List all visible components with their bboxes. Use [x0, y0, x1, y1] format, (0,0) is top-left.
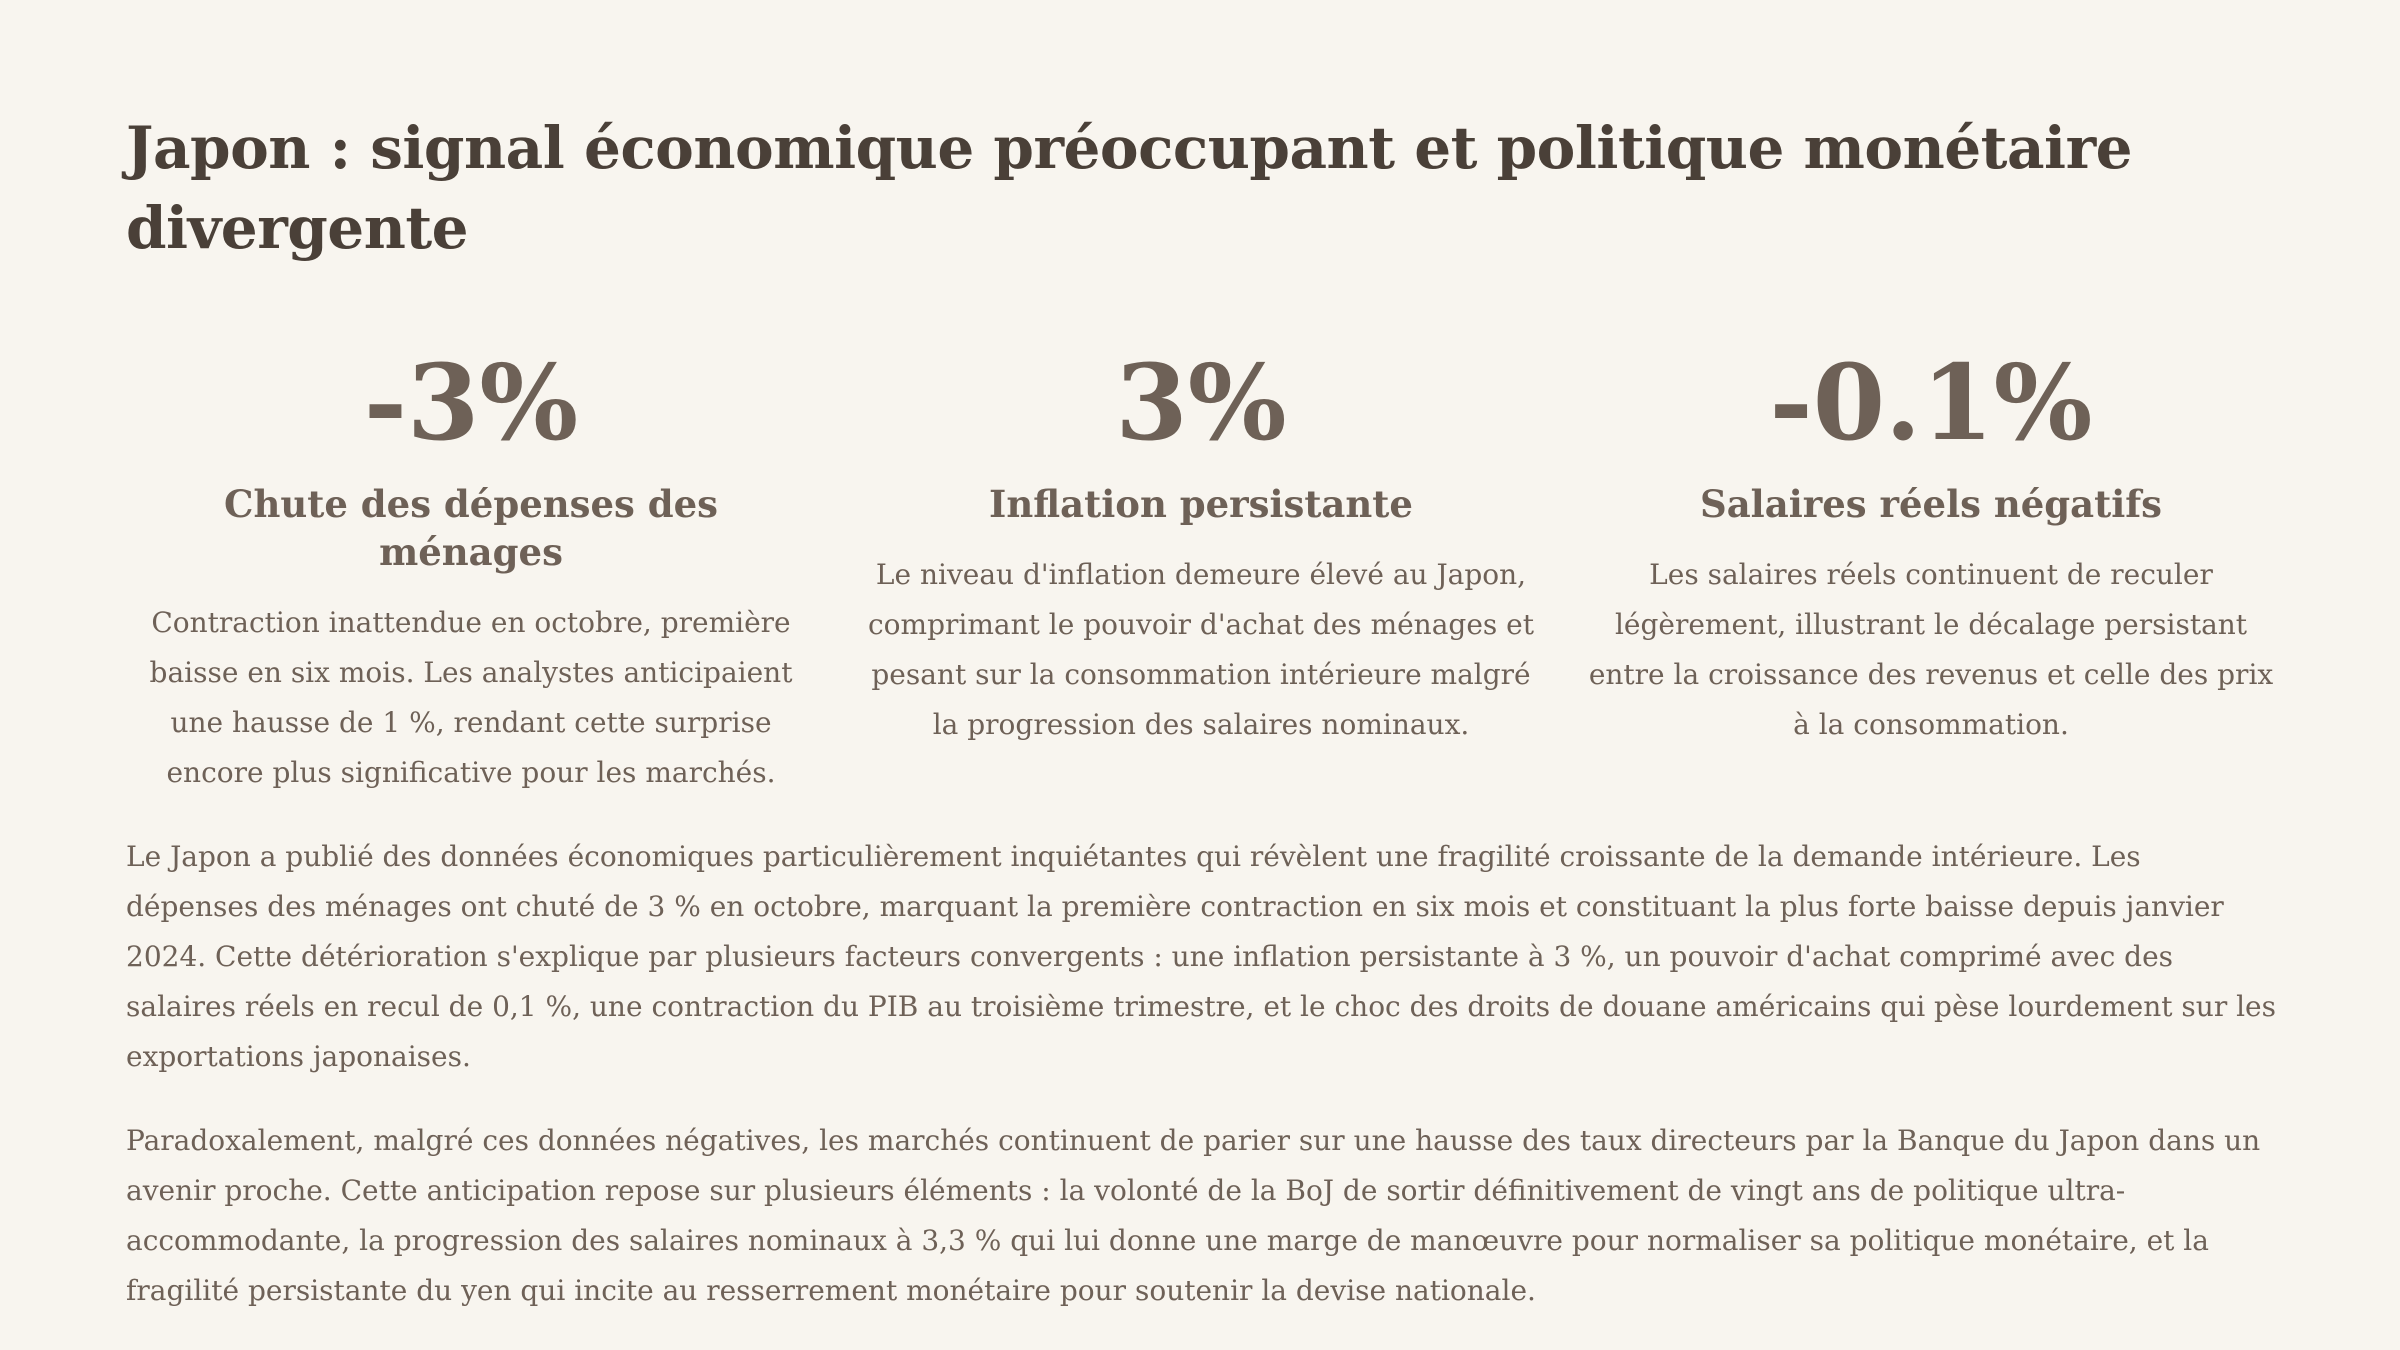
body-text: [126, 832, 2276, 1316]
stat-card-household-spending: [126, 341, 816, 798]
slide-content: [126, 108, 2276, 1350]
stat-value: -3%: [363, 341, 579, 464]
stat-label: Chute des dépenses des ménages: [224, 482, 718, 574]
body-paragraph: Paradoxalement, malgré ces données négatives, les marchés continuent de parier sur une hausse des taux directeurs par la Banque du Japon dans un avenir proche. Cette anticipation repose sur plusieurs éléments : la volonté de la BoJ de sortir définitivement de vingt ans de politique ultra-accommodante, la progression des salaires nominaux à 3,3 % qui lui donne une marge de manœuvre pour normaliser sa politique monétaire, et la fragilité persistante du yen qui incite au resserrement monétaire pour soutenir la devise nationale.: [126, 1124, 2261, 1307]
stats-row: [126, 341, 2276, 798]
stat-value: -0.1%: [1769, 341, 2093, 464]
stat-description: Contraction inattendue en octobre, première baisse en six mois. Les analystes anticipaient une hausse de 1 %, rendant cette surprise encore plus significative pour les marchés.: [149, 606, 793, 789]
stat-description: Les salaires réels continuent de reculer légèrement, illustrant le décalage persistant entre la croissance des revenus et celle des prix à la consommation.: [1588, 558, 2274, 741]
stat-label: Inflation persistante: [989, 482, 1413, 526]
stat-card-inflation: [856, 341, 1546, 798]
body-paragraph: Le Japon a publié des données économiques particulièrement inquiétantes qui révèlent une fragilité croissante de la demande intérieure. Les dépenses des ménages ont chuté de 3 % en octobre, marquant la première contraction en six mois et constituant la plus forte baisse depuis janvier 2024. Cette détérioration s'explique par plusieurs facteurs convergents : une inflation persistante à 3 %, un pouvoir d'achat comprimé avec des salaires réels en recul de 0,1 %, une contraction du PIB au troisième trimestre, et le choc des droits de douane américains qui pèse lourdement sur les exportations japonaises.: [126, 840, 2276, 1073]
stat-value: 3%: [1115, 341, 1287, 464]
stat-card-real-wages: [1586, 341, 2276, 798]
stat-description: Le niveau d'inflation demeure élevé au Japon, comprimant le pouvoir d'achat des ménages et pesant sur la consommation intérieure malgré la progression des salaires nominaux.: [867, 558, 1534, 741]
stat-label: Salaires réels négatifs: [1699, 482, 2163, 526]
page-title: Japon : signal économique préoccupant et politique monétaire divergente: [126, 114, 2133, 262]
